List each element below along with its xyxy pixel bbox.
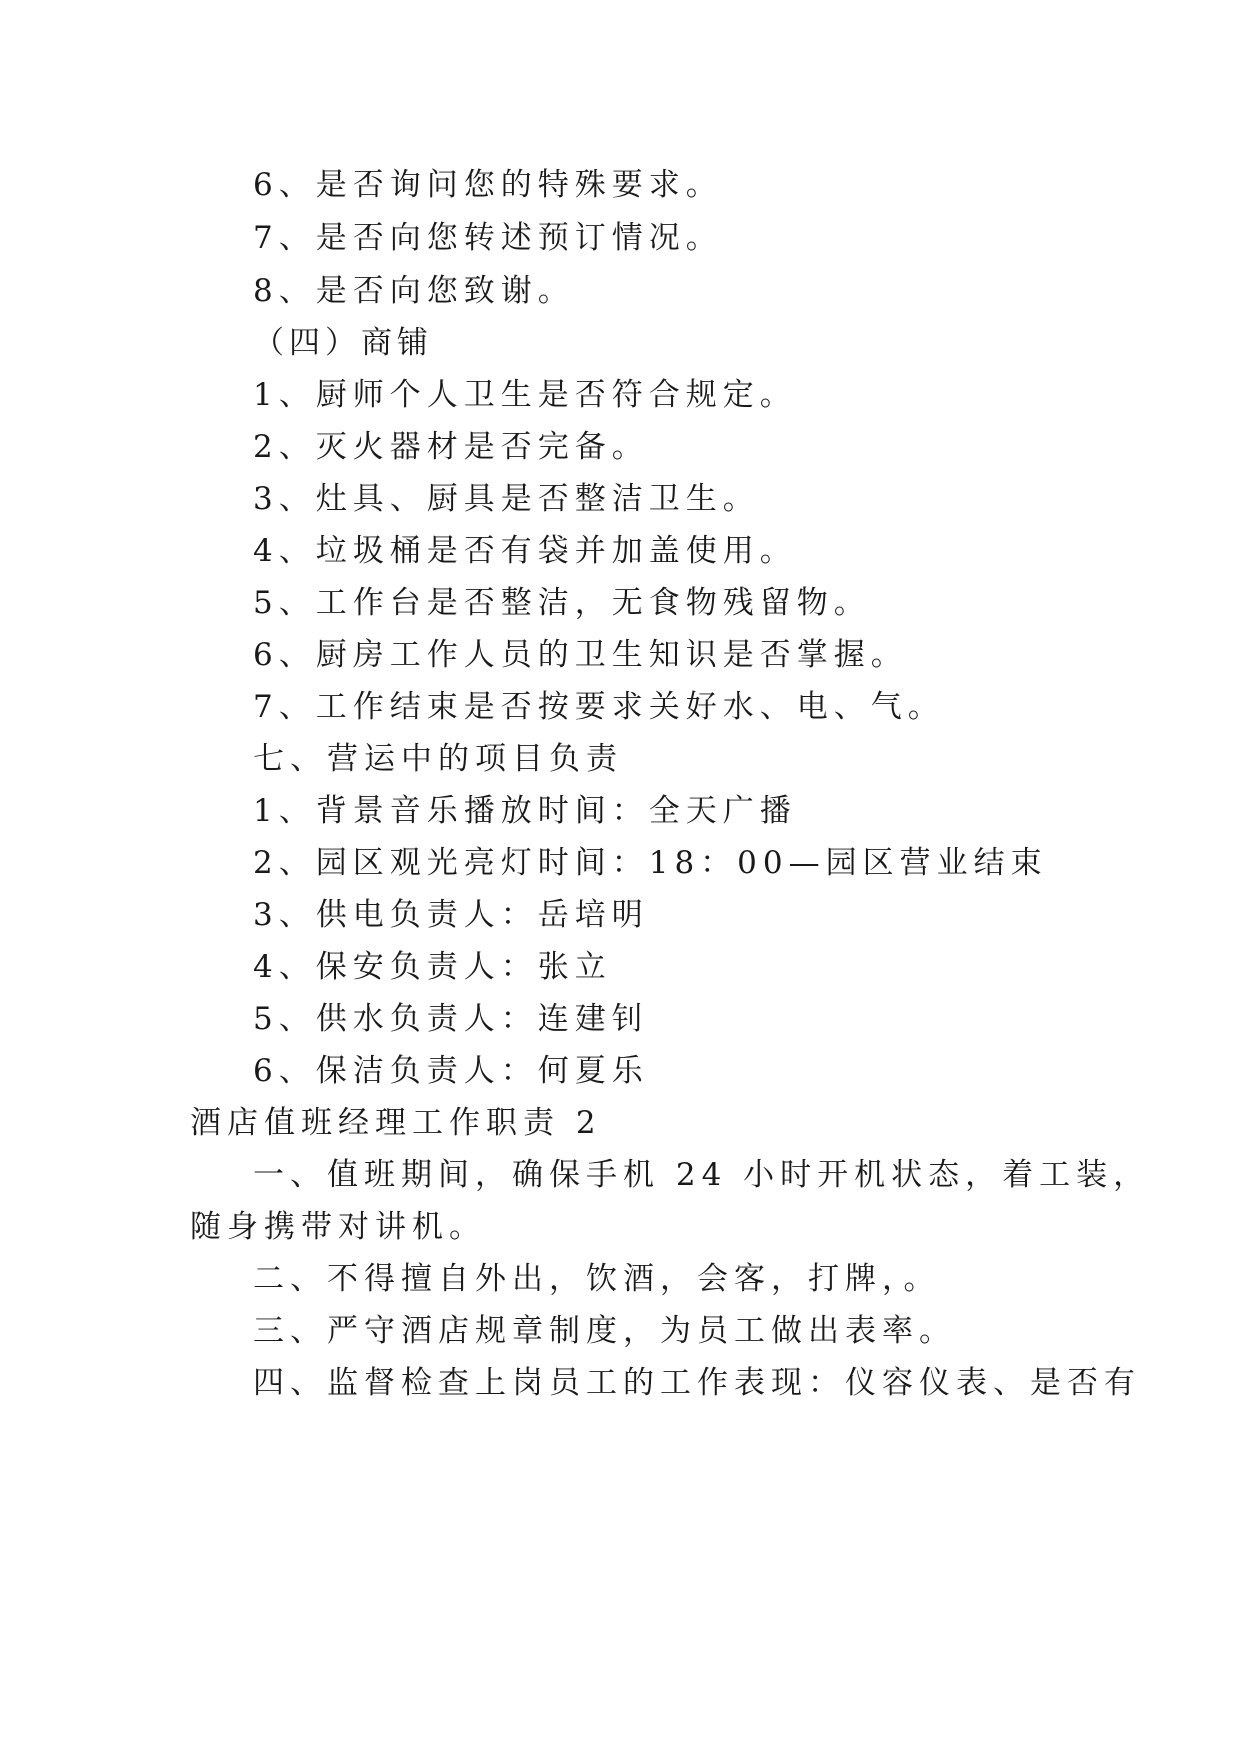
text-line: 一、值班期间，确保手机 24 小时开机状态，着工装，	[253, 1157, 1151, 1193]
text-line: 5、供水负责人：连建钊	[253, 1001, 649, 1037]
text-line: 四、监督检查上岗员工的工作表现：仪容仪表、是否有	[253, 1365, 1141, 1401]
document-title: 酒店值班经理工作职责 2	[190, 1105, 602, 1141]
text-line: 6、保洁负责人：何夏乐	[253, 1053, 649, 1089]
text-line: 8、是否向您致谢。	[253, 273, 575, 309]
text-line: 3、供电负责人：岳培明	[253, 897, 649, 933]
text-line: 1、厨师个人卫生是否符合规定。	[253, 377, 797, 413]
text-line: 2、园区观光亮灯时间：18：00—园区营业结束	[253, 845, 1048, 881]
text-line: 4、保安负责人：张立	[253, 949, 612, 985]
text-line: 三、严守酒店规章制度，为员工做出表率。	[253, 1313, 956, 1349]
text-line: 7、工作结束是否按要求关好水、电、气。	[253, 689, 945, 725]
text-line: 5、工作台是否整洁，无食物残留物。	[253, 585, 871, 621]
section-heading: （四）商铺	[253, 325, 433, 361]
text-line: 6、厨房工作人员的卫生知识是否掌握。	[253, 637, 908, 673]
text-line: 二、不得擅自外出，饮酒，会客，打牌，。	[253, 1261, 941, 1297]
section-heading: 七、营运中的项目负责	[253, 741, 623, 777]
text-line: 4、垃圾桶是否有袋并加盖使用。	[253, 533, 797, 569]
text-line: 6、是否询问您的特殊要求。	[253, 167, 723, 203]
text-line: 7、是否向您转述预订情况。	[253, 220, 723, 256]
text-line: 2、灭火器材是否完备。	[253, 429, 649, 465]
text-line: 1、背景音乐播放时间：全天广播	[253, 793, 797, 829]
text-line: 随身携带对讲机。	[190, 1209, 486, 1245]
text-line: 3、灶具、厨具是否整洁卫生。	[253, 481, 760, 517]
